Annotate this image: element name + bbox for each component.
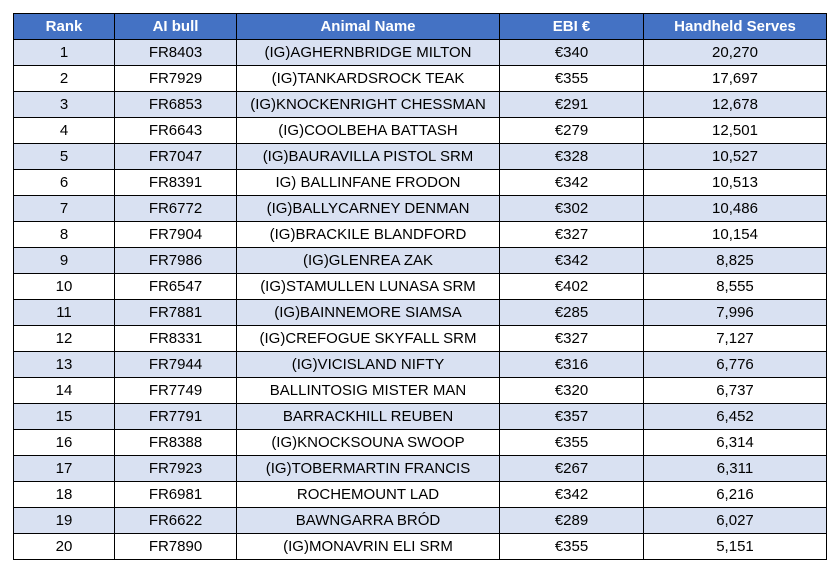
cell-ai-bull: FR7904 (115, 222, 237, 248)
cell-ebi: €279 (500, 118, 644, 144)
cell-ai-bull: FR7986 (115, 248, 237, 274)
cell-handheld-serves: 6,027 (644, 508, 827, 534)
cell-ai-bull: FR6547 (115, 274, 237, 300)
cell-ebi: €342 (500, 482, 644, 508)
cell-rank: 4 (14, 118, 115, 144)
cell-handheld-serves: 6,311 (644, 456, 827, 482)
cell-animal-name: ROCHEMOUNT LAD (237, 482, 500, 508)
cell-ai-bull: FR7929 (115, 66, 237, 92)
cell-rank: 10 (14, 274, 115, 300)
cell-animal-name: (IG)BAURAVILLA PISTOL SRM (237, 144, 500, 170)
bull-ranking-table (13, 13, 827, 560)
table-row (14, 170, 827, 196)
cell-ebi: €355 (500, 66, 644, 92)
cell-handheld-serves: 10,486 (644, 196, 827, 222)
cell-animal-name: (IG)KNOCKSOUNA SWOOP (237, 430, 500, 456)
header-handheld-serves: Handheld Serves (644, 14, 827, 40)
cell-rank: 6 (14, 170, 115, 196)
table-row (14, 196, 827, 222)
cell-animal-name: (IG)BRACKILE BLANDFORD (237, 222, 500, 248)
cell-ai-bull: FR6981 (115, 482, 237, 508)
table-row (14, 378, 827, 404)
cell-rank: 1 (14, 40, 115, 66)
cell-rank: 20 (14, 534, 115, 560)
table-row (14, 534, 827, 560)
cell-ebi: €327 (500, 326, 644, 352)
cell-animal-name: (IG)COOLBEHA BATTASH (237, 118, 500, 144)
cell-handheld-serves: 6,216 (644, 482, 827, 508)
cell-ebi: €355 (500, 430, 644, 456)
cell-handheld-serves: 10,513 (644, 170, 827, 196)
cell-ebi: €285 (500, 300, 644, 326)
cell-ebi: €316 (500, 352, 644, 378)
table-row (14, 92, 827, 118)
table-row (14, 430, 827, 456)
cell-animal-name: (IG)TANKARDSROCK TEAK (237, 66, 500, 92)
cell-animal-name: (IG)VICISLAND NIFTY (237, 352, 500, 378)
cell-animal-name: (IG)AGHERNBRIDGE MILTON (237, 40, 500, 66)
cell-ai-bull: FR7944 (115, 352, 237, 378)
cell-ebi: €340 (500, 40, 644, 66)
cell-animal-name: IG) BALLINFANE FRODON (237, 170, 500, 196)
header-ebi: EBI € (500, 14, 644, 40)
cell-ebi: €328 (500, 144, 644, 170)
table-row (14, 482, 827, 508)
cell-animal-name: (IG)CREFOGUE SKYFALL SRM (237, 326, 500, 352)
cell-ebi: €291 (500, 92, 644, 118)
cell-ebi: €402 (500, 274, 644, 300)
cell-handheld-serves: 7,127 (644, 326, 827, 352)
cell-animal-name: BAWNGARRA BRÓD (237, 508, 500, 534)
text-cursor (826, 221, 827, 242)
cell-rank: 12 (14, 326, 115, 352)
cell-ebi: €342 (500, 170, 644, 196)
table-header-row (14, 14, 827, 40)
cell-handheld-serves: 12,501 (644, 118, 827, 144)
header-animal-name: Animal Name (237, 14, 500, 40)
cell-rank: 5 (14, 144, 115, 170)
cell-ebi: €289 (500, 508, 644, 534)
cell-rank: 8 (14, 222, 115, 248)
cell-handheld-serves: 6,452 (644, 404, 827, 430)
table-row (14, 508, 827, 534)
cell-rank: 13 (14, 352, 115, 378)
cell-handheld-serves: 10,154 (644, 222, 827, 248)
cell-ai-bull: FR6643 (115, 118, 237, 144)
cell-ai-bull: FR7047 (115, 144, 237, 170)
table-row (14, 118, 827, 144)
header-ai-bull: AI bull (115, 14, 237, 40)
cell-handheld-serves: 6,737 (644, 378, 827, 404)
cell-ai-bull: FR7890 (115, 534, 237, 560)
cell-ai-bull: FR7791 (115, 404, 237, 430)
cell-animal-name: BARRACKHILL REUBEN (237, 404, 500, 430)
cell-handheld-serves: 10,527 (644, 144, 827, 170)
cell-animal-name: (IG)BAINNEMORE SIAMSA (237, 300, 500, 326)
table-row (14, 326, 827, 352)
table-row (14, 352, 827, 378)
cell-ai-bull: FR6853 (115, 92, 237, 118)
cell-rank: 11 (14, 300, 115, 326)
cell-handheld-serves: 8,825 (644, 248, 827, 274)
cell-animal-name: (IG)GLENREA ZAK (237, 248, 500, 274)
header-rank: Rank (14, 14, 115, 40)
cell-handheld-serves: 17,697 (644, 66, 827, 92)
table-row (14, 300, 827, 326)
cell-ebi: €357 (500, 404, 644, 430)
cell-rank: 19 (14, 508, 115, 534)
cell-ebi: €320 (500, 378, 644, 404)
cell-ebi: €355 (500, 534, 644, 560)
cell-animal-name: (IG)TOBERMARTIN FRANCIS (237, 456, 500, 482)
cell-ebi: €342 (500, 248, 644, 274)
cell-ai-bull: FR6772 (115, 196, 237, 222)
cell-rank: 9 (14, 248, 115, 274)
cell-handheld-serves: 5,151 (644, 534, 827, 560)
cell-rank: 2 (14, 66, 115, 92)
cell-ebi: €302 (500, 196, 644, 222)
cell-handheld-serves: 8,555 (644, 274, 827, 300)
table-row (14, 40, 827, 66)
cell-ebi: €267 (500, 456, 644, 482)
cell-rank: 3 (14, 92, 115, 118)
cell-animal-name: (IG)MONAVRIN ELI SRM (237, 534, 500, 560)
cell-handheld-serves: 20,270 (644, 40, 827, 66)
cell-rank: 16 (14, 430, 115, 456)
cell-handheld-serves: 7,996 (644, 300, 827, 326)
cell-handheld-serves: 12,678 (644, 92, 827, 118)
cell-rank: 7 (14, 196, 115, 222)
cell-rank: 15 (14, 404, 115, 430)
cell-animal-name: (IG)KNOCKENRIGHT CHESSMAN (237, 92, 500, 118)
cell-ai-bull: FR8331 (115, 326, 237, 352)
cell-ai-bull: FR7749 (115, 378, 237, 404)
table-body (14, 40, 827, 560)
cell-ai-bull: FR8391 (115, 170, 237, 196)
cell-ai-bull: FR7923 (115, 456, 237, 482)
cell-animal-name: (IG)STAMULLEN LUNASA SRM (237, 274, 500, 300)
cell-ai-bull: FR7881 (115, 300, 237, 326)
cell-animal-name: (IG)BALLYCARNEY DENMAN (237, 196, 500, 222)
table-row (14, 144, 827, 170)
cell-rank: 17 (14, 456, 115, 482)
cell-ai-bull: FR6622 (115, 508, 237, 534)
cell-handheld-serves: 6,776 (644, 352, 827, 378)
table-row (14, 222, 827, 248)
cell-handheld-serves: 6,314 (644, 430, 827, 456)
cell-rank: 18 (14, 482, 115, 508)
cell-animal-name: BALLINTOSIG MISTER MAN (237, 378, 500, 404)
cell-ebi: €327 (500, 222, 644, 248)
table-row (14, 248, 827, 274)
table-row (14, 274, 827, 300)
table-row (14, 456, 827, 482)
table-row (14, 404, 827, 430)
table-row (14, 66, 827, 92)
cell-ai-bull: FR8403 (115, 40, 237, 66)
cell-rank: 14 (14, 378, 115, 404)
cell-ai-bull: FR8388 (115, 430, 237, 456)
